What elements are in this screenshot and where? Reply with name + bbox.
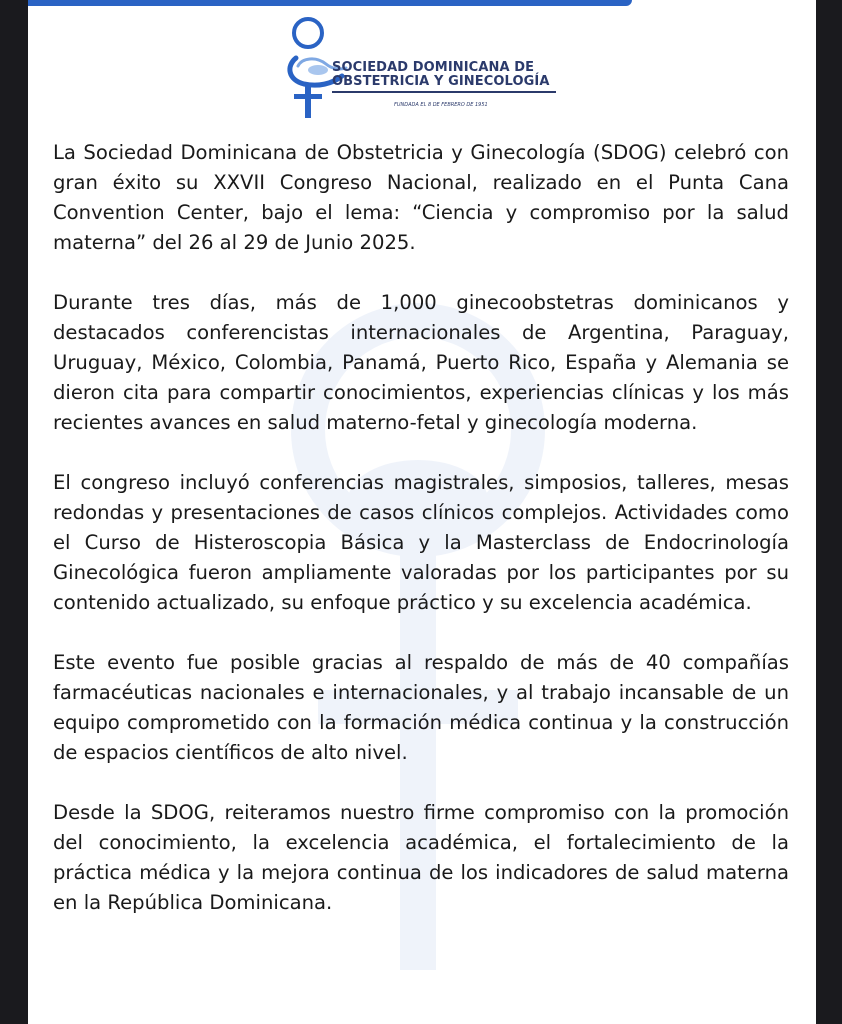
top-accent-bar xyxy=(28,0,632,6)
founded-date: FUNDADA EL 8 DE FEBRERO DE 1951 xyxy=(394,102,488,108)
paragraph-attendance: Durante tres días, más de 1,000 ginecoobstetras dominicanos y destacados conferencistas internacionales de Argentina, Paraguay, Uruguay, México, Colombia, Panamá, Puerto Rico, España y Alemania se dieron cita para compartir conocimientos, experiencias clínicas y los más recientes avances en salud materno-fetal y ginecología moderna. xyxy=(53,291,789,434)
organization-name-line2: OBSTETRICIA Y GINECOLOGÍA xyxy=(332,74,550,89)
logo-underline xyxy=(332,91,556,93)
document-page xyxy=(28,0,816,1024)
sdog-logo xyxy=(282,14,572,120)
article-body xyxy=(53,138,789,948)
organization-name xyxy=(332,61,550,89)
paragraph-intro: La Sociedad Dominicana de Obstetricia y Ginecología (SDOG) celebró con gran éxito su XXVII Congreso Nacional, realizado en el Punta Cana Convention Center, bajo el lema: “Ciencia y compromiso por la salud materna” del 26 al 29 de Junio 2025. xyxy=(53,141,789,254)
paragraph-activities: El congreso incluyó conferencias magistrales, simposios, talleres, mesas redondas y presentaciones de casos clínicos complejos. Actividades como el Curso de Histeroscopia Básica y la Masterclass de Endocrinología Ginecológica fueron ampliamente valoradas por los participantes por su contenido actualizado, su enfoque práctico y su excelencia académica. xyxy=(53,471,789,614)
paragraph-sponsors: Este evento fue posible gracias al respaldo de más de 40 compañías farmacéuticas nacionales e internacionales, y al trabajo incansable de un equipo comprometido con la formación médica continua y la construcción de espacios científicos de alto nivel. xyxy=(53,651,789,764)
paragraph-commitment: Desde la SDOG, reiteramos nuestro firme compromiso con la promoción del conocimiento, la excelencia académica, el fortalecimiento de la práctica médica y la mejora continua de los indicadores de salud materna en la República Dominicana. xyxy=(53,801,789,914)
organization-name-line1: SOCIEDAD DOMINICANA DE xyxy=(332,60,535,75)
